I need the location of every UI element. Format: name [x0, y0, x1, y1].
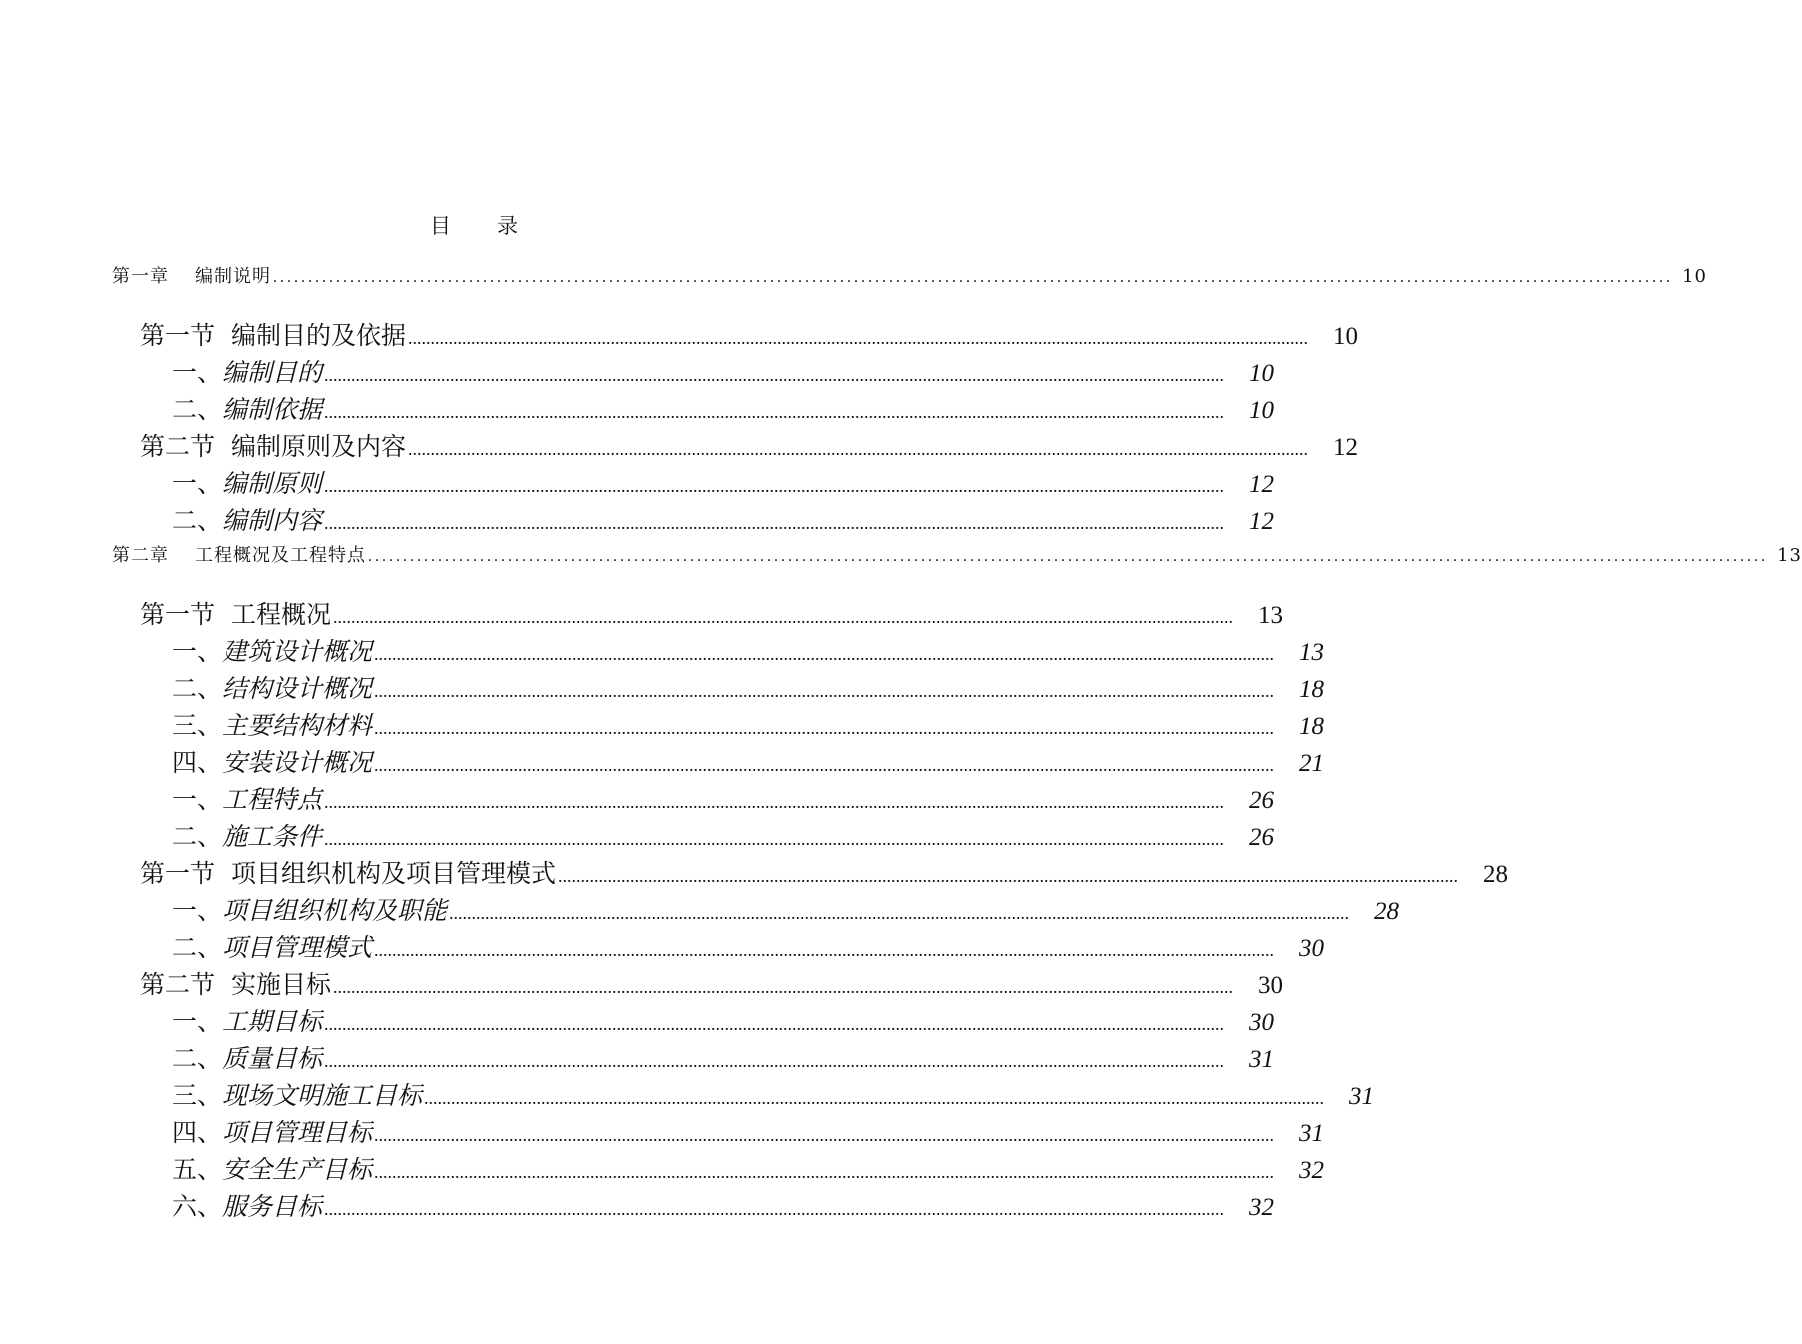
toc-entry-label	[172, 1002, 322, 1038]
toc-entry-number: 五、	[172, 1155, 223, 1184]
toc-entry-label	[172, 1113, 372, 1149]
toc-dot-leader: ........................................................................................................................................................................................................	[333, 607, 1234, 627]
toc-dot-leader: ........................................................................................................................................................................................................	[408, 328, 1309, 348]
toc-entry-sub[interactable]	[172, 632, 1325, 668]
toc-entry-number: 三、	[172, 1081, 223, 1110]
toc-entry-number: 一、	[172, 469, 223, 498]
toc-entry-title: 项目组织机构及职能	[222, 896, 448, 925]
toc-title	[0, 210, 950, 240]
toc-entry-sub[interactable]	[172, 390, 1275, 426]
toc-entry-section[interactable]	[140, 427, 1359, 463]
toc-entry-label	[172, 743, 372, 779]
toc-dot-leader: ........................................................................................................................................................................................................	[324, 1199, 1225, 1219]
toc-entry-sub[interactable]	[172, 780, 1275, 816]
toc-entry-title: 质量目标	[222, 1044, 323, 1073]
toc-entry-title: 主要结构材料	[222, 711, 373, 740]
toc-entry-page: 30	[1258, 972, 1284, 999]
toc-entry-label	[172, 353, 322, 389]
toc-entry-title: 编制说明	[195, 266, 271, 287]
toc-dot-leader: ........................................................................................................................................................................................................	[558, 866, 1459, 886]
toc-entry-sub[interactable]	[172, 669, 1325, 705]
toc-entry-page: 26	[1249, 824, 1275, 851]
toc-entry-number: 第一节	[140, 859, 216, 888]
toc-entry-sub[interactable]	[172, 817, 1275, 853]
toc-dot-leader: ........................................................................................................................................................................................................	[374, 681, 1275, 701]
toc-entry-label	[172, 632, 372, 668]
toc-entry-number: 第一章	[112, 266, 169, 287]
toc-entry-number: 一、	[172, 358, 223, 387]
toc-entry-title: 工程概况及工程特点	[195, 545, 366, 566]
toc-dot-leader: ........................................................................................................................................................................................................	[324, 476, 1225, 496]
toc-entry-page: 10	[1333, 323, 1359, 350]
toc-entry-sub[interactable]	[172, 464, 1275, 500]
toc-dot-leader: ........................................................................................................................................................................................................	[408, 439, 1309, 459]
toc-entry-label	[140, 965, 331, 1001]
toc-entry-number: 第二节	[140, 432, 216, 461]
toc-entry-number: 四、	[172, 1118, 223, 1147]
toc-entry-number: 六、	[172, 1192, 223, 1221]
toc-entry-page: 31	[1349, 1083, 1375, 1110]
toc-dot-leader: ........................................................................................................................................................................................................	[324, 1051, 1225, 1071]
toc-entry-title: 编制目的及依据	[231, 321, 407, 350]
toc-entry-label	[172, 464, 322, 500]
toc-entry-page: 10	[1249, 397, 1275, 424]
toc-entry-page: 31	[1299, 1120, 1325, 1147]
toc-dot-leader: ........................................................................................................................................................................................................	[449, 903, 1350, 923]
toc-entry-page: 21	[1299, 750, 1325, 777]
toc-dot-leader: ........................................................................................................................................................................................................	[374, 1162, 1275, 1182]
toc-dot-leader: ........................................................................................................................................................................................................	[424, 1088, 1325, 1108]
toc-entry-title: 现场文明施工目标	[222, 1081, 423, 1110]
toc-dot-leader: ........................................................................................................................................................................................................	[324, 792, 1225, 812]
toc-entry-title: 安装设计概况	[222, 748, 373, 777]
toc-entry-page: 32	[1299, 1157, 1325, 1184]
toc-entry-label	[172, 928, 372, 964]
toc-dot-leader: ........................................................................................................................................................................................................	[333, 977, 1234, 997]
toc-entry-label	[172, 780, 322, 816]
toc-entry-sub[interactable]	[172, 1039, 1275, 1075]
toc-entry-page: 12	[1249, 471, 1275, 498]
toc-entry-sub[interactable]	[172, 501, 1275, 537]
toc-entry-sub[interactable]	[172, 1187, 1275, 1223]
toc-entry-title: 工程特点	[222, 785, 323, 814]
toc-dot-leader: ........................................................................................................................................................................................................	[374, 1125, 1275, 1145]
toc-entry-title: 服务目标	[222, 1192, 323, 1221]
toc-entry-label	[172, 1039, 322, 1075]
toc-entry-page: 28	[1374, 898, 1400, 925]
toc-entry-title: 建筑设计概况	[222, 637, 373, 666]
toc-entry-label	[172, 891, 447, 927]
toc-entry-title: 编制原则及内容	[231, 432, 407, 461]
toc-dot-leader: ........................................................................................................................................................................................................	[324, 1014, 1225, 1034]
toc-entry-number: 第二节	[140, 970, 216, 999]
toc-entry-number: 四、	[172, 748, 223, 777]
toc-dot-leader: ........................................................................................................................................................................................................	[324, 402, 1225, 422]
toc-entry-label	[140, 854, 556, 890]
toc-entry-label	[112, 262, 271, 288]
toc-entry-number: 二、	[172, 674, 223, 703]
toc-dot-leader: ........................................................................................................................................................................................................	[324, 365, 1225, 385]
toc-entry-page: 31	[1249, 1046, 1275, 1073]
toc-entry-page: 18	[1299, 713, 1325, 740]
toc-dot-leader: ........................................................................................................................................................................................................	[374, 718, 1275, 738]
toc-entry-number: 第二章	[112, 545, 169, 566]
toc-entry-sub[interactable]	[172, 1002, 1275, 1038]
toc-entry-page: 30	[1249, 1009, 1275, 1036]
toc-entry-title: 项目管理目标	[222, 1118, 373, 1147]
toc-entry-sub[interactable]	[172, 1113, 1325, 1149]
toc-title-char-1: 目	[430, 214, 453, 238]
toc-entry-page: 30	[1299, 935, 1325, 962]
toc-entry-label	[172, 706, 372, 742]
toc-entry-label	[172, 817, 322, 853]
toc-entry-page: 26	[1249, 787, 1275, 814]
toc-dot-leader: ........................................................................................................................................................................................................	[374, 755, 1275, 775]
toc-entry-title: 结构设计概况	[222, 674, 373, 703]
toc-entry-number: 一、	[172, 637, 223, 666]
toc-entry-page: 28	[1483, 861, 1509, 888]
toc-entry-page: 13	[1299, 639, 1325, 666]
toc-entry-sub[interactable]	[172, 1076, 1375, 1112]
toc-entry-page: 32	[1249, 1194, 1275, 1221]
toc-entry-sub[interactable]	[172, 706, 1325, 742]
toc-entry-page: 10	[1682, 266, 1707, 287]
toc-entry-page: 13	[1258, 602, 1284, 629]
toc-entry-sub[interactable]	[172, 1150, 1325, 1186]
toc-entry-number: 第一节	[140, 600, 216, 629]
toc-entry-section[interactable]	[140, 595, 1284, 631]
toc-entry-page: 10	[1249, 360, 1275, 387]
toc-entry-section[interactable]	[140, 316, 1359, 352]
toc-entry-page: 13	[1777, 545, 1802, 566]
toc-entry-label	[172, 1187, 322, 1223]
toc-entry-title: 工程概况	[231, 600, 332, 629]
toc-entry-page: 12	[1249, 508, 1275, 535]
toc-entry-number: 二、	[172, 822, 223, 851]
toc-entry-label	[172, 501, 322, 537]
toc-entry-number: 二、	[172, 395, 223, 424]
toc-entry-label	[172, 669, 372, 705]
toc-entry-title: 编制原则	[222, 469, 323, 498]
toc-entry-page: 18	[1299, 676, 1325, 703]
toc-entry-number: 二、	[172, 506, 223, 535]
toc-entry-section[interactable]	[140, 854, 1509, 890]
toc-entry-sub[interactable]	[172, 891, 1400, 927]
toc-entry-label	[140, 595, 331, 631]
toc-dot-leader: ........................................................................................................................................................................................................	[368, 548, 1768, 565]
toc-entry-sub[interactable]	[172, 928, 1325, 964]
toc-dot-leader: ........................................................................................................................................................................................................	[374, 644, 1275, 664]
toc-entry-section[interactable]	[140, 965, 1284, 1001]
toc-dot-leader: ........................................................................................................................................................................................................	[324, 829, 1225, 849]
toc-entry-number: 三、	[172, 711, 223, 740]
toc-entry-page: 12	[1333, 434, 1359, 461]
toc-entry-chapter[interactable]	[112, 541, 1802, 567]
toc-entry-label	[140, 427, 406, 463]
toc-entry-title: 编制内容	[222, 506, 323, 535]
toc-entry-number: 一、	[172, 1007, 223, 1036]
toc-entry-title: 项目组织机构及项目管理模式	[231, 859, 557, 888]
toc-dot-leader: ........................................................................................................................................................................................................	[324, 513, 1225, 533]
toc-entry-number: 一、	[172, 785, 223, 814]
toc-entry-sub[interactable]	[172, 743, 1325, 779]
toc-entry-label	[172, 390, 322, 426]
toc-entry-number: 二、	[172, 933, 223, 962]
toc-entry-title: 安全生产目标	[222, 1155, 373, 1184]
toc-entry-label	[172, 1076, 422, 1112]
toc-entry-label	[172, 1150, 372, 1186]
toc-entry-title: 编制依据	[222, 395, 323, 424]
toc-entry-title: 实施目标	[231, 970, 332, 999]
toc-entry-title: 施工条件	[222, 822, 323, 851]
toc-entry-title: 工期目标	[222, 1007, 323, 1036]
toc-entry-sub[interactable]	[172, 353, 1275, 389]
toc-dot-leader: ........................................................................................................................................................................................................	[374, 940, 1275, 960]
toc-entry-title: 项目管理模式	[222, 933, 373, 962]
toc-entry-chapter[interactable]	[112, 262, 1707, 288]
toc-entry-label	[140, 316, 406, 352]
toc-entry-number: 二、	[172, 1044, 223, 1073]
toc-dot-leader: ........................................................................................................................................................................................................	[273, 269, 1673, 286]
toc-entry-title: 编制目的	[222, 358, 323, 387]
toc-entry-label	[112, 541, 366, 567]
toc-entry-number: 一、	[172, 896, 223, 925]
toc-title-char-2: 录	[497, 214, 520, 238]
toc-entry-number: 第一节	[140, 321, 216, 350]
